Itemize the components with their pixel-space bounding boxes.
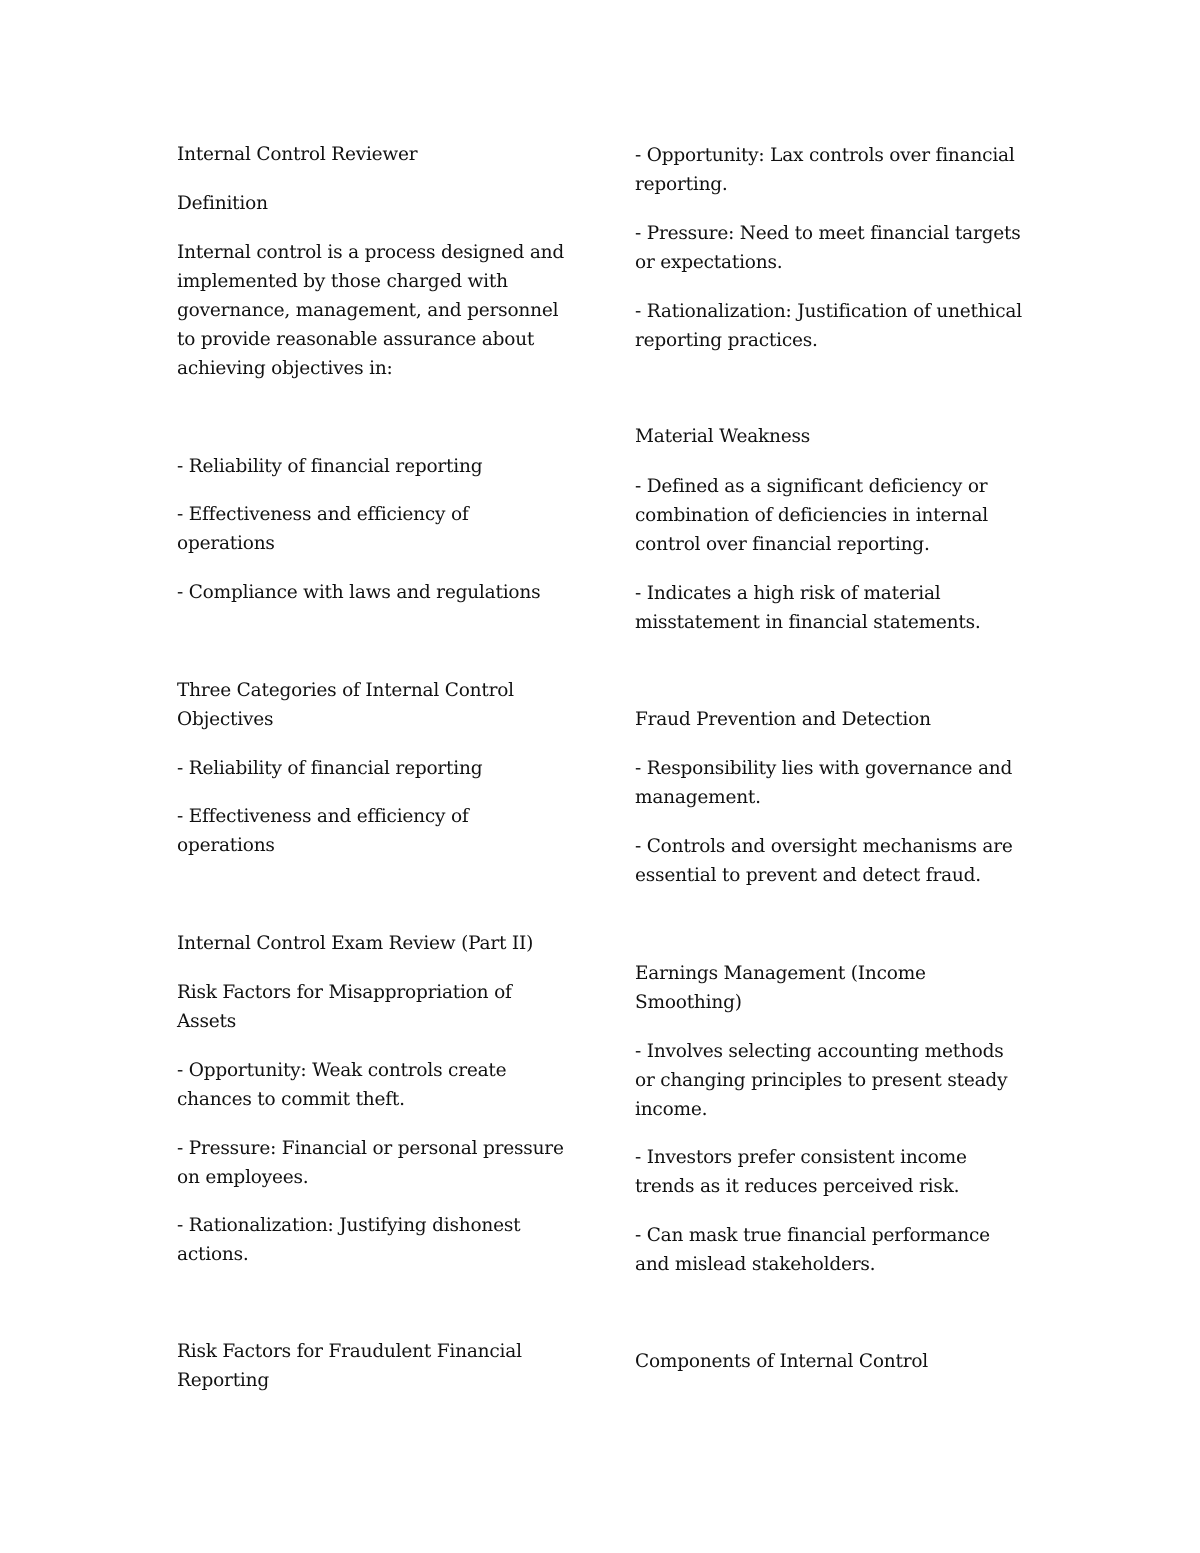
earnings-heading: Earnings Management (Income Smoothing) xyxy=(635,963,926,1013)
material-weakness-item: - Defined as a significant deficiency or combination of deficiencies in internal control over financial reporting. xyxy=(635,476,989,555)
fraud-prevention-heading: Fraud Prevention and Detection xyxy=(635,709,931,730)
fraudulent-reporting-heading: Risk Factors for Fraudulent Financial Reporting xyxy=(177,1341,522,1391)
misappropriation-item: - Pressure: Financial or personal pressure on employees. xyxy=(177,1138,564,1188)
components-heading: Components of Internal Control xyxy=(635,1351,928,1372)
material-weakness-heading: Material Weakness xyxy=(635,426,811,447)
material-weakness-item: - Indicates a high risk of material misstatement in financial statements. xyxy=(635,583,981,633)
earnings-item: - Can mask true financial performance and mislead stakeholders. xyxy=(635,1225,990,1275)
categories-heading: Three Categories of Internal Control Objectives xyxy=(177,680,514,730)
exam-review-heading: Internal Control Exam Review (Part II) xyxy=(177,933,534,954)
objective-item: - Reliability of financial reporting xyxy=(177,456,483,477)
misappropriation-item: - Rationalization: Justifying dishonest actions. xyxy=(177,1215,521,1265)
misappropriation-heading: Risk Factors for Misappropriation of Assets xyxy=(177,982,512,1032)
earnings-item: - Investors prefer consistent income trends as it reduces perceived risk. xyxy=(635,1147,967,1197)
definition-heading: Definition xyxy=(177,193,268,214)
fraudulent-reporting-item: - Opportunity: Lax controls over financial reporting. xyxy=(635,145,1015,195)
fraudulent-reporting-item: - Rationalization: Justification of unethical reporting practices. xyxy=(635,301,1022,351)
fraud-prevention-item: - Controls and oversight mechanisms are essential to prevent and detect fraud. xyxy=(635,836,1013,886)
category-item: - Effectiveness and efficiency of operations xyxy=(177,806,469,856)
fraudulent-reporting-item: - Pressure: Need to meet financial targets or expectations. xyxy=(635,223,1021,273)
objective-item: - Effectiveness and efficiency of operations xyxy=(177,504,469,554)
objective-item: - Compliance with laws and regulations xyxy=(177,582,541,603)
misappropriation-item: - Opportunity: Weak controls create chances to commit theft. xyxy=(177,1060,507,1110)
document-title: Internal Control Reviewer xyxy=(177,144,418,165)
definition-text: Internal control is a process designed and implemented by those charged with governance, management, and personnel to provide reasonable assurance about achieving objectives in: xyxy=(177,242,565,379)
fraud-prevention-item: - Responsibility lies with governance and management. xyxy=(635,758,1013,808)
earnings-item: - Involves selecting accounting methods or changing principles to present steady income. xyxy=(635,1041,1008,1120)
category-item: - Reliability of financial reporting xyxy=(177,758,483,779)
